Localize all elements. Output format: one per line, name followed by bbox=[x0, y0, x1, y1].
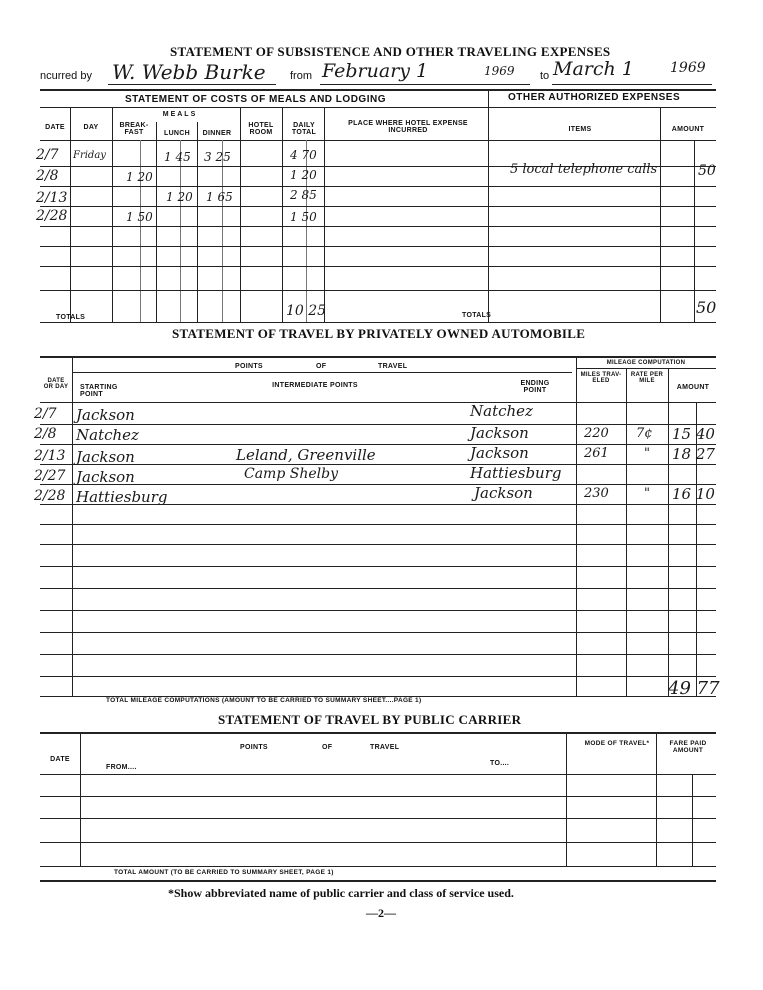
meals-header-bottom bbox=[40, 140, 716, 141]
carrier-points-c: TRAVEL bbox=[370, 744, 400, 751]
carrier-bottom-rule bbox=[40, 880, 716, 882]
auto-row-rule bbox=[40, 424, 716, 425]
meals-dinner: 1 65 bbox=[206, 190, 233, 204]
carrier-vrule-1 bbox=[80, 732, 81, 866]
carrier-to-label: TO.... bbox=[490, 760, 510, 767]
auto-rate: " bbox=[644, 446, 650, 461]
meals-row-rule bbox=[40, 206, 716, 207]
meals-bottom-rule bbox=[40, 322, 716, 323]
meals-lunch: 1 20 bbox=[166, 190, 193, 204]
meals-rule-2 bbox=[40, 107, 716, 108]
meals-daily: 4 70 bbox=[290, 148, 317, 162]
auto-date: 2/27 bbox=[34, 468, 66, 484]
meals-section-title: STATEMENT OF COSTS OF MEALS AND LODGING bbox=[125, 94, 386, 105]
auto-col-intermediate: INTERMEDIATE POINTS bbox=[272, 382, 358, 389]
meals-vrule-cents-1 bbox=[140, 140, 141, 322]
col-items: ITEMS bbox=[568, 126, 592, 133]
meals-row-rule bbox=[40, 266, 716, 267]
mileage-title: MILEAGE COMPUTATION bbox=[606, 360, 686, 366]
to-year: 1969 bbox=[670, 60, 706, 76]
carrier-row-rule bbox=[40, 842, 716, 843]
auto-date: 2/8 bbox=[34, 426, 57, 442]
auto-date: 2/28 bbox=[34, 488, 66, 504]
auto-row-rule bbox=[40, 544, 716, 545]
meals-lunch: 1 45 bbox=[164, 150, 191, 164]
meals-total-value: 10 25 bbox=[286, 303, 327, 319]
auto-end: Jackson bbox=[470, 444, 529, 462]
meals-day: Friday bbox=[73, 150, 106, 161]
auto-vrule-4 bbox=[668, 368, 669, 696]
mileage-total-label: TOTAL MILEAGE COMPUTATIONS (AMOUNT TO BE CARRIED TO SUMMARY SHEET....PAGE 1) bbox=[106, 697, 422, 704]
meals-date: 2/8 bbox=[36, 168, 59, 184]
meals-totals-label: TOTALS bbox=[56, 314, 86, 321]
meals-row-rule bbox=[40, 226, 716, 227]
auto-miles: 220 bbox=[584, 426, 609, 441]
auto-mileage-rule bbox=[576, 368, 716, 369]
meals-vrule-10 bbox=[694, 140, 695, 322]
meals-vrule-cents-3 bbox=[222, 140, 223, 322]
meals-daily: 2 85 bbox=[290, 188, 317, 202]
form-title: STATEMENT OF SUBSISTENCE AND OTHER TRAVELING EXPENSES bbox=[170, 44, 611, 59]
auto-date: 2/13 bbox=[34, 448, 66, 464]
auto-top-rule bbox=[40, 356, 716, 358]
auto-end: Jackson bbox=[470, 424, 529, 442]
col-hotel: HOTEL ROOM bbox=[248, 122, 274, 136]
carrier-vrule-3 bbox=[656, 732, 657, 866]
meals-date: 2/13 bbox=[36, 190, 68, 206]
auto-intermediate: Leland, Greenville bbox=[236, 446, 376, 464]
meals-row-rule bbox=[40, 186, 716, 187]
auto-col-rate: RATE PER MILE bbox=[630, 372, 664, 384]
page-number: —2— bbox=[366, 906, 396, 920]
auto-intermediate: Camp Shelby bbox=[244, 466, 338, 482]
auto-row-rule bbox=[40, 566, 716, 567]
col-lunch: LUNCH bbox=[164, 130, 190, 137]
auto-miles: 230 bbox=[584, 486, 609, 501]
carrier-header-bottom bbox=[40, 774, 716, 775]
carrier-row-rule bbox=[40, 818, 716, 819]
carrier-total-label: TOTAL AMOUNT (TO BE CARRIED TO SUMMARY SHEET, PAGE 1) bbox=[114, 869, 334, 876]
col-day: DAY bbox=[83, 124, 99, 131]
carrier-vrule-2 bbox=[566, 732, 567, 866]
col-amount: AMOUNT bbox=[671, 126, 705, 133]
auto-col-date: DATE OR DAY bbox=[43, 378, 69, 390]
auto-rate: 7¢ bbox=[636, 426, 653, 441]
auto-start: Jackson bbox=[76, 448, 135, 466]
auto-col-start: STARTING POINT bbox=[80, 384, 118, 398]
auto-miles: 261 bbox=[584, 446, 609, 461]
auto-col-amount: AMOUNT bbox=[676, 384, 710, 391]
auto-amount: 16 10 bbox=[672, 485, 715, 503]
meals-vrule-4 bbox=[197, 122, 198, 322]
other-total-value: 50 bbox=[696, 298, 717, 317]
col-daily: DAILY TOTAL bbox=[291, 122, 317, 136]
auto-start: Jackson bbox=[76, 468, 135, 486]
from-underline bbox=[320, 84, 530, 85]
other-expenses-title: OTHER AUTHORIZED EXPENSES bbox=[508, 92, 681, 103]
meals-breakfast: 1 50 bbox=[126, 210, 153, 224]
auto-points-c: TRAVEL bbox=[378, 363, 408, 370]
col-place: PLACE WHERE HOTEL EXPENSE INCURRED bbox=[348, 120, 468, 134]
meals-date: 2/7 bbox=[36, 147, 59, 163]
carrier-points-b: OF bbox=[322, 744, 333, 751]
auto-vrule-1 bbox=[72, 356, 73, 696]
auto-points-rule bbox=[72, 372, 572, 373]
to-underline bbox=[552, 84, 712, 85]
other-totals-label: TOTALS bbox=[462, 312, 492, 319]
carrier-from-label: FROM.... bbox=[106, 764, 137, 771]
mileage-total-value: 49 77 bbox=[668, 678, 720, 699]
meals-date: 2/28 bbox=[36, 208, 68, 224]
auto-row-rule bbox=[40, 654, 716, 655]
to-value: March 1 bbox=[553, 58, 634, 80]
carrier-top-rule bbox=[40, 732, 716, 734]
auto-row-rule bbox=[40, 444, 716, 445]
auto-section-title: STATEMENT OF TRAVEL BY PRIVATELY OWNED AUTOMOBILE bbox=[172, 326, 586, 341]
incurred-by-value: W. Webb Burke bbox=[112, 60, 266, 84]
footnote: *Show abbreviated name of public carrier and class of service used. bbox=[168, 886, 514, 900]
carrier-col-date: DATE bbox=[50, 756, 70, 763]
auto-end: Jackson bbox=[474, 484, 533, 502]
col-date: DATE bbox=[45, 124, 65, 131]
from-value: February 1 bbox=[322, 60, 429, 82]
meals-top-rule bbox=[40, 89, 716, 91]
auto-row-rule bbox=[40, 676, 716, 677]
meals-vrule-3 bbox=[156, 122, 157, 322]
carrier-col-fare: FARE PAID AMOUNT bbox=[669, 740, 707, 754]
auto-amount: 15 40 bbox=[672, 425, 715, 443]
carrier-row-rule bbox=[40, 866, 716, 867]
carrier-vrule-4 bbox=[692, 774, 693, 866]
from-label: from bbox=[290, 70, 312, 82]
meals-breakfast: 1 20 bbox=[126, 170, 153, 184]
carrier-row-rule bbox=[40, 796, 716, 797]
other-item: 5 local telephone calls bbox=[510, 162, 658, 177]
to-label: to bbox=[540, 70, 550, 82]
auto-points-b: OF bbox=[316, 363, 327, 370]
incurred-by-label: ncurred by bbox=[40, 70, 92, 82]
other-amount: 50 bbox=[698, 163, 716, 179]
auto-vrule-2 bbox=[576, 356, 577, 696]
meals-row-rule bbox=[40, 290, 716, 291]
auto-start: Jackson bbox=[76, 406, 135, 424]
auto-end: Natchez bbox=[470, 402, 533, 420]
auto-col-end: ENDING POINT bbox=[520, 380, 550, 394]
meals-row-rule bbox=[40, 246, 716, 247]
col-breakfast: BREAK-FAST bbox=[119, 122, 149, 136]
auto-row-rule bbox=[40, 524, 716, 525]
meals-daily: 1 20 bbox=[290, 168, 317, 182]
from-year: 1969 bbox=[484, 64, 515, 78]
auto-header-bottom bbox=[40, 402, 716, 403]
carrier-points-a: POINTS bbox=[240, 744, 268, 751]
auto-rate: " bbox=[644, 486, 650, 501]
meals-daily: 1 50 bbox=[290, 210, 317, 224]
auto-amount: 18 27 bbox=[672, 445, 715, 463]
auto-vrule-3 bbox=[626, 368, 627, 696]
col-dinner: DINNER bbox=[202, 130, 232, 137]
auto-points-a: POINTS bbox=[235, 363, 263, 370]
col-meals: MEALS bbox=[162, 111, 198, 118]
carrier-section-title: STATEMENT OF TRAVEL BY PUBLIC CARRIER bbox=[218, 712, 522, 727]
auto-col-miles: MILES TRAV-ELED bbox=[580, 372, 622, 384]
auto-start: Natchez bbox=[76, 426, 139, 444]
auto-row-rule bbox=[40, 610, 716, 611]
meals-vrule-cents-2 bbox=[180, 140, 181, 322]
auto-row-rule bbox=[40, 632, 716, 633]
incurred-by-underline bbox=[108, 84, 276, 85]
auto-date: 2/7 bbox=[34, 406, 57, 422]
auto-row-rule bbox=[40, 588, 716, 589]
auto-row-rule bbox=[40, 484, 716, 485]
auto-row-rule bbox=[40, 464, 716, 465]
meals-dinner: 3 25 bbox=[204, 150, 231, 164]
carrier-col-mode: MODE OF TRAVEL* bbox=[584, 740, 650, 747]
auto-start: Hattiesburg bbox=[76, 488, 168, 506]
auto-end: Hattiesburg bbox=[470, 464, 562, 482]
